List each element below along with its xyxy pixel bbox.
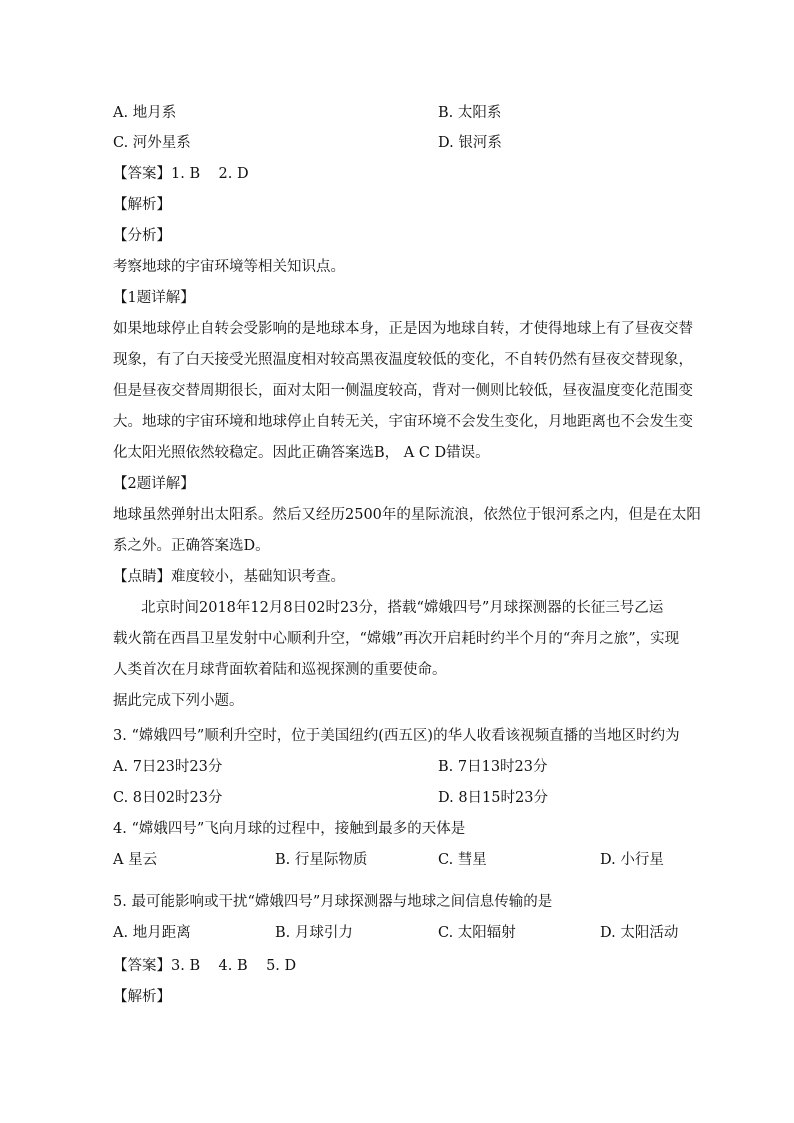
q5-option-d: D. 太阳活动: [600, 925, 679, 941]
answer-line-1: 【答案】1. B 2. D: [113, 166, 249, 182]
q4-option-a: A 星云: [113, 852, 158, 868]
q4-stem: 4. “嫦娥四号”飞向月球的过程中，接触到最多的天体是: [113, 821, 466, 837]
analysis-heading-1: 【解析】: [113, 197, 171, 213]
q1-detail-line: 现象，有了白天接受光照温度相对较高黑夜温度较低的变化，不自转仍然有昼夜交替现象，: [113, 352, 693, 368]
q2-detail-line: 系之外。正确答案选D。: [113, 538, 270, 554]
q1-detail-line: 如果地球停止自转会受影响的是地球本身，正是因为地球自转，才使得地球上有了昼夜交替: [113, 321, 693, 337]
prev-option-d: D. 银河系: [438, 135, 502, 151]
q5-stem: 5. 最可能影响或干扰“嫦娥四号”月球探测器与地球之间信息传输的是: [113, 894, 553, 910]
q1-detail-line: 化太阳光照依然较稳定。因此正确答案选B， A C D错误。: [113, 445, 490, 461]
q4-option-d: D. 小行星: [600, 852, 664, 868]
passage-line: 人类首次在月球背面软着陆和巡视探测的重要使命。: [113, 662, 447, 678]
q5-option-b: B. 月球引力: [275, 925, 353, 941]
analysis-heading-2: 【解析】: [113, 989, 171, 1005]
q2-detail-heading: 【2题详解】: [113, 476, 195, 492]
q3-option-a: A. 7日23时23分: [113, 759, 223, 775]
instruction-line: 据此完成下列小题。: [113, 693, 244, 709]
answer-line-2: 【答案】3. B 4. B 5. D: [113, 958, 297, 974]
q4-option-c: C. 彗星: [438, 852, 487, 868]
fenxi-text: 考察地球的宇宙环境等相关知识点。: [113, 259, 345, 275]
q1-detail-line: 大。地球的宇宙环境和地球停止自转无关，宇宙环境不会发生变化，月地距离也不会发生变: [113, 414, 693, 430]
q1-detail-heading: 【1题详解】: [113, 290, 195, 306]
q4-option-b: B. 行星际物质: [275, 852, 368, 868]
prev-option-a: A. 地月系: [113, 105, 177, 121]
q3-option-b: B. 7日13时23分: [438, 759, 548, 775]
passage-line: 载火箭在西昌卫星发射中心顺利升空，“嫦娥”再次开启耗时约半个月的“奔月之旅”，实现: [113, 631, 680, 647]
q5-option-a: A. 地月距离: [113, 925, 191, 941]
q2-detail-line: 地球虽然弹射出太阳系。然后又经历2500年的星际流浪，依然位于银河系之内，但是在太阳: [113, 507, 701, 523]
prev-option-c: C. 河外星系: [113, 135, 191, 151]
passage-line: 北京时间2018年12月8日02时23分，搭载“嫦娥四号”月球探测器的长征三号乙运: [141, 600, 664, 616]
q5-option-c: C. 太阳辐射: [438, 925, 516, 941]
q3-option-c: C. 8日02时23分: [113, 790, 223, 806]
q1-detail-line: 但是昼夜交替周期很长，面对太阳一侧温度较高，背对一侧则比较低，昼夜温度变化范围变: [113, 383, 693, 399]
prev-option-b: B. 太阳系: [438, 105, 502, 121]
dianjing-note: 【点睛】难度较小，基础知识考查。: [113, 569, 345, 585]
q3-option-d: D. 8日15时23分: [438, 790, 548, 806]
q3-stem: 3. “嫦娥四号”顺利升空时，位于美国纽约(西五区)的华人收看该视频直播的当地区时约为: [113, 728, 680, 744]
fenxi-heading: 【分析】: [113, 228, 171, 244]
